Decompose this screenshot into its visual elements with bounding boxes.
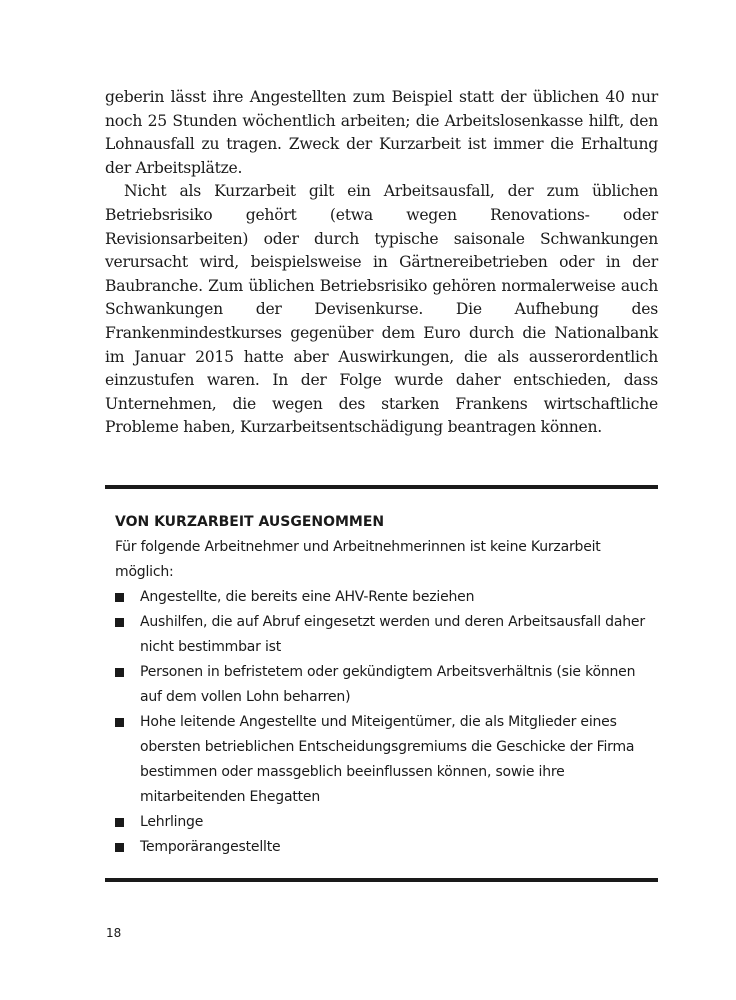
square-bullet-icon — [115, 668, 124, 677]
box-top-rule — [105, 485, 658, 489]
list-item — [115, 810, 645, 835]
list-item — [115, 835, 645, 860]
box-bottom-rule — [105, 878, 658, 882]
body-text — [105, 86, 658, 440]
list-item-text: Angestellte, die bereits eine AHV-Rente beziehen — [140, 589, 475, 605]
exclusion-list — [115, 585, 645, 860]
square-bullet-icon — [115, 818, 124, 827]
paragraph-continuation: geberin lässt ihre Angestellten zum Beispiel statt der üblichen 40 nur noch 25 Stunden wöchentlich arbeiten; die Arbeitslosenkasse hilft, den Lohnausfall zu tragen. Zweck der Kurzarbeit ist immer die Erhaltung der Arbeitsplätze. — [105, 88, 658, 177]
list-item-text: Aushilfen, die auf Abruf eingesetzt werden und deren Arbeitsausfall daher nicht bestimmbar ist — [140, 614, 645, 655]
paragraph-kurzarbeit-exclusions: Nicht als Kurzarbeit gilt ein Arbeitsausfall, der zum üblichen Betriebsrisiko gehört (etwa wegen Renovations- oder Revisionsarbeiten) oder durch typische saisonale Schwankungen verursacht wird, beispielsweise in Gärtnereibetrieben oder in der Baubranche. Zum üblichen Betriebsrisiko gehören normalerweise auch Schwankungen der Devisenkurse. Die Aufhebung des Frankenmindestkurses gegenüber dem Euro durch die Nationalbank im Januar 2015 hatte aber Auswirkungen, die als ausserordentlich einzustufen waren. In der Folge wurde daher entschieden, dass Unternehmen, die wegen des starken Frankens wirtschaftliche Probleme haben, Kurzarbeitsentschädigung beantragen können. — [105, 182, 658, 437]
page-number: 18 — [106, 926, 122, 940]
list-item — [115, 660, 645, 710]
list-item-text: Lehrlinge — [140, 814, 204, 830]
list-item — [115, 610, 645, 660]
square-bullet-icon — [115, 843, 124, 852]
square-bullet-icon — [115, 618, 124, 627]
list-item — [115, 710, 645, 810]
info-box — [115, 510, 645, 860]
list-item-text: Temporärangestellte — [140, 839, 281, 855]
square-bullet-icon — [115, 593, 124, 602]
square-bullet-icon — [115, 718, 124, 727]
list-item-text: Hohe leitende Angestellte und Miteigentümer, die als Mitglieder eines obersten betrieblichen Entscheidungsgremiums die Geschicke der Firma bestimmen oder massgeblich beeinflussen können, sowie ihre mitarbeitenden Ehegatten — [140, 714, 635, 805]
list-item-text: Personen in befristetem oder gekündigtem Arbeitsverhältnis (sie können auf dem vollen Lohn beharren) — [140, 664, 636, 705]
box-heading: VON KURZARBEIT AUSGENOMMEN — [115, 514, 385, 530]
box-intro: Für folgende Arbeitnehmer und Arbeitnehmerinnen ist keine Kurzarbeit möglich: — [115, 539, 601, 580]
list-item — [115, 585, 645, 610]
